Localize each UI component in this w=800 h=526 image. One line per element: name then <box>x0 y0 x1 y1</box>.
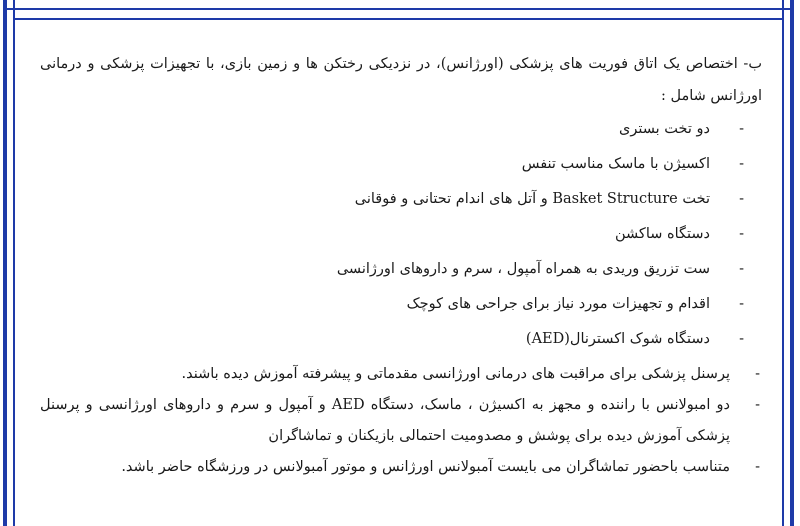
equipment-item: - دستگاه ساکشن <box>40 217 762 252</box>
page-border-left-outer <box>3 0 7 526</box>
requirement-item: - دو امبولانس با راننده و مجهز به اکسیژن ، ماسک، دستگاه AED و آمپول و سرم و داروهای اورژانسی و پرسنل پزشکی آموزش دیده برای پوشش و مصدومیت احتمالی بازیکنان و تماشاگران <box>40 390 762 452</box>
equipment-item: - اکسیژن با ماسک مناسب تنفس <box>40 147 762 182</box>
page-border-left-inner <box>13 0 15 526</box>
dash-bullet: - <box>739 261 744 277</box>
page-border-top-outer <box>3 8 794 10</box>
dash-bullet: - <box>739 191 744 207</box>
equipment-list <box>40 112 762 357</box>
document-body <box>40 48 762 483</box>
dash-bullet: - <box>755 397 760 413</box>
page-border-right-outer <box>790 0 794 526</box>
dash-bullet: - <box>755 366 760 382</box>
dash-bullet: - <box>739 121 744 137</box>
page-border-right-inner <box>782 0 784 526</box>
equipment-item: - ست تزریق وریدی به همراه آمپول ، سرم و داروهای اورژانسی <box>40 252 762 287</box>
dash-bullet: - <box>739 156 744 172</box>
intro-paragraph: ب- اختصاص یک اتاق فوریت های پزشکی (اورژانس)، در نزدیکی رختکن ها و زمین بازی، با تجهیزات پزشکی و درمانی اورژانس شامل : <box>40 56 762 104</box>
equipment-item: - دستگاه شوک اکسترنال(AED) <box>40 322 762 357</box>
dash-bullet: - <box>739 296 744 312</box>
requirement-item: - پرسنل پزشکی برای مراقبت های درمانی اورژانسی مقدماتی و پیشرفته آموزش دیده باشند. <box>40 359 762 390</box>
equipment-item: - اقدام و تجهیزات مورد نیاز برای جراحی های کوچک <box>40 287 762 322</box>
equipment-item: - دو تخت بستری <box>40 112 762 147</box>
dash-bullet: - <box>755 459 760 475</box>
requirement-item: - متناسب باحضور تماشاگران می بایست آمبولانس اورژانس و موتور آمبولانس در ورزشگاه حاضر باشد. <box>40 452 762 483</box>
dash-bullet: - <box>739 226 744 242</box>
page-border-top-inner <box>13 18 784 20</box>
dash-bullet: - <box>739 331 744 347</box>
equipment-item: - تخت Basket Structure و آتل های اندام تحتانی و فوقانی <box>40 182 762 217</box>
requirements-list <box>40 359 762 483</box>
